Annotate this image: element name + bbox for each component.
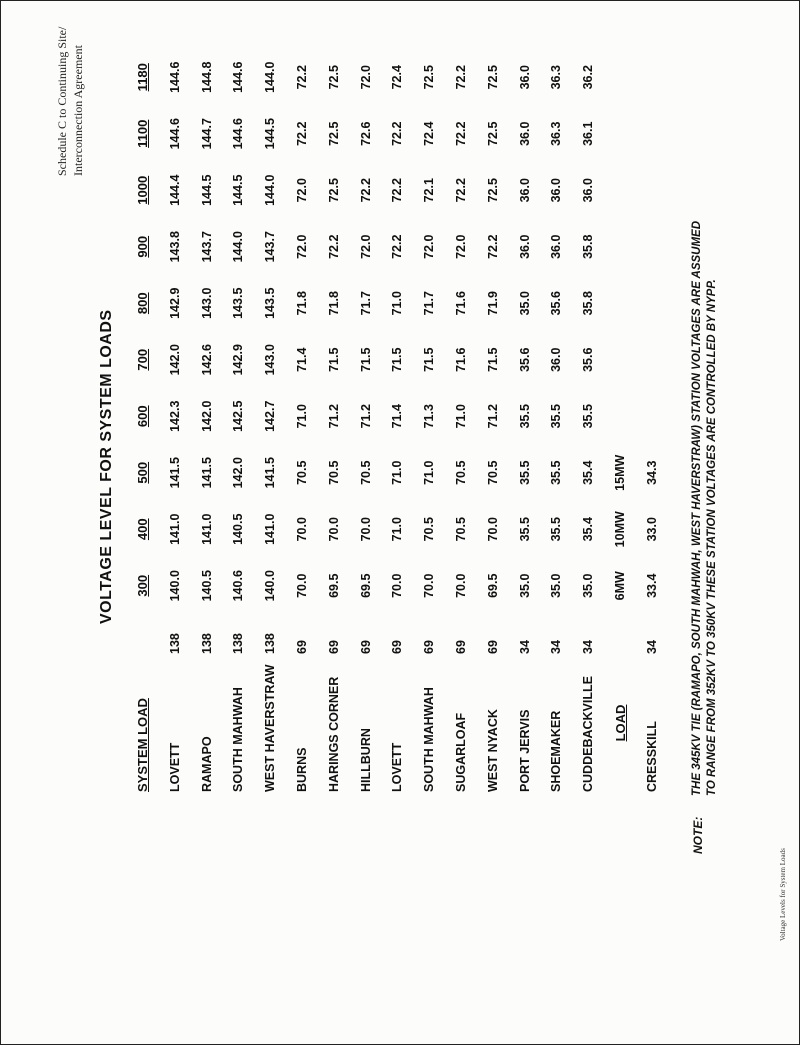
station-name: SUGARLOAF xyxy=(454,712,469,792)
voltage-cell: 142.9 xyxy=(167,287,182,319)
station-name: HARINGS CORNER xyxy=(326,676,341,792)
kv-rating: 34 xyxy=(517,640,532,654)
voltage-cell: 70.0 xyxy=(295,517,310,542)
station-name: LOVETT xyxy=(167,742,182,792)
voltage-cell: 35.8 xyxy=(581,234,596,259)
voltage-cell: 141.5 xyxy=(167,457,182,489)
table-row xyxy=(318,49,350,794)
voltage-cell: 144.5 xyxy=(231,174,246,206)
kv-rating: 69 xyxy=(295,640,310,654)
voltage-cell: 35.5 xyxy=(549,404,564,429)
voltage-cell: 70.5 xyxy=(485,460,500,485)
voltage-cell: 144.6 xyxy=(231,118,246,150)
voltage-cell: 71.0 xyxy=(295,404,310,429)
station-name: SOUTH MAHWAH xyxy=(231,687,246,792)
column-header: 900 xyxy=(134,235,150,258)
voltage-cell: 36.3 xyxy=(549,65,564,90)
voltage-cell: 142.9 xyxy=(231,344,246,376)
table-row xyxy=(254,49,286,794)
kv-rating: 69 xyxy=(485,640,500,654)
voltage-cell: 71.2 xyxy=(326,404,341,429)
table-row xyxy=(509,49,541,794)
voltage-cell: 72.2 xyxy=(295,65,310,90)
empty-cells xyxy=(636,49,668,445)
kv-rating: 34 xyxy=(549,640,564,654)
kv-rating: 69 xyxy=(326,640,341,654)
voltage-cell: 142.0 xyxy=(231,457,246,489)
load-row xyxy=(636,49,668,794)
voltage-cell: 144.0 xyxy=(263,174,278,206)
voltage-cell: 71.3 xyxy=(422,404,437,429)
voltage-cell: 72.5 xyxy=(485,65,500,90)
voltage-cell: 71.0 xyxy=(390,517,405,542)
voltage-cell: 143.5 xyxy=(231,287,246,319)
voltage-cell: 144.6 xyxy=(167,118,182,150)
voltage-cell: 35.6 xyxy=(581,347,596,372)
voltage-cell: 36.0 xyxy=(517,121,532,146)
voltage-cell: 72.2 xyxy=(390,178,405,203)
load-column-header: 15MW xyxy=(613,454,628,491)
voltage-cell: 35.5 xyxy=(517,404,532,429)
voltage-cell: 72.2 xyxy=(454,65,469,90)
voltage-cell: 71.6 xyxy=(454,291,469,316)
voltage-cell: 70.0 xyxy=(485,517,500,542)
voltage-cell: 70.0 xyxy=(454,573,469,598)
voltage-cell: 70.0 xyxy=(295,573,310,598)
voltage-cell: 71.7 xyxy=(358,291,373,316)
table-row xyxy=(350,49,382,794)
kv-rating: 138 xyxy=(231,633,246,654)
load-column-header: 6MW xyxy=(613,571,628,601)
voltage-cell: 70.5 xyxy=(454,517,469,542)
kv-rating: 138 xyxy=(199,633,214,654)
voltage-cell: 36.0 xyxy=(549,347,564,372)
voltage-cell: 71.6 xyxy=(454,347,469,372)
voltage-cell: 143.7 xyxy=(199,231,214,263)
footer-caption: Voltage Levels for System Loads xyxy=(779,848,787,941)
column-header: 600 xyxy=(134,405,150,428)
voltage-cell: 144.0 xyxy=(263,61,278,93)
voltage-cell: 35.5 xyxy=(517,517,532,542)
voltage-cell: 72.5 xyxy=(326,121,341,146)
kv-rating: 69 xyxy=(454,640,469,654)
voltage-cell: 71.2 xyxy=(485,404,500,429)
station-name: RAMAPO xyxy=(199,736,214,792)
voltage-cell: 71.9 xyxy=(485,291,500,316)
schedule-header-line-1: Schedule C to Continuing Site/ xyxy=(55,26,69,176)
voltage-cell: 71.0 xyxy=(390,291,405,316)
voltage-cell: 72.6 xyxy=(358,121,373,146)
voltage-cell: 72.5 xyxy=(326,178,341,203)
voltage-cell: 71.0 xyxy=(422,460,437,485)
voltage-cell: 141.0 xyxy=(167,513,182,545)
kv-rating: 69 xyxy=(358,640,373,654)
voltage-cell: 36.1 xyxy=(581,121,596,146)
voltage-cell: 69.5 xyxy=(358,573,373,598)
voltage-cell: 35.0 xyxy=(517,291,532,316)
voltage-cell: 35.0 xyxy=(581,573,596,598)
voltage-cell: 71.4 xyxy=(390,404,405,429)
kv-rating: 138 xyxy=(167,633,182,654)
voltage-cell: 140.5 xyxy=(199,570,214,602)
voltage-cell: 71.5 xyxy=(422,347,437,372)
voltage-cell: 72.0 xyxy=(295,234,310,259)
voltage-cell: 70.0 xyxy=(390,573,405,598)
schedule-header-line-2: Interconnection Agreement xyxy=(71,45,85,176)
voltage-cell: 36.3 xyxy=(549,121,564,146)
station-name: BURNS xyxy=(295,747,310,792)
voltage-cell: 143.0 xyxy=(263,344,278,376)
voltage-cell: 35.0 xyxy=(549,573,564,598)
voltage-cell: 70.5 xyxy=(454,460,469,485)
main-table-body xyxy=(159,49,604,794)
table-row xyxy=(445,49,477,794)
station-name: WEST NYACK xyxy=(485,709,500,792)
note-label: NOTE: xyxy=(691,816,705,854)
voltage-cell: 141.0 xyxy=(263,513,278,545)
voltage-cell: 142.6 xyxy=(199,344,214,376)
voltage-cell: 36.0 xyxy=(581,178,596,203)
voltage-cell: 143.8 xyxy=(167,231,182,263)
voltage-cell: 72.2 xyxy=(485,234,500,259)
voltage-cell: 142.0 xyxy=(167,344,182,376)
voltage-cell: 142.5 xyxy=(231,400,246,432)
voltage-cell: 35.4 xyxy=(581,517,596,542)
voltage-cell: 142.7 xyxy=(263,400,278,432)
voltage-table xyxy=(125,49,668,794)
voltage-cell: 71.2 xyxy=(358,404,373,429)
voltage-cell: 144.0 xyxy=(231,231,246,263)
rotated-sheet xyxy=(1,1,799,1044)
kv-spacer xyxy=(604,614,636,654)
kv-rating: 69 xyxy=(390,640,405,654)
table-row xyxy=(413,49,445,794)
column-header: 1100 xyxy=(134,119,150,148)
voltage-cell: 72.4 xyxy=(390,65,405,90)
voltage-cell: 72.2 xyxy=(454,178,469,203)
voltage-cell: 35.8 xyxy=(581,291,596,316)
voltage-cell: 72.0 xyxy=(358,234,373,259)
kv-header-spacer xyxy=(125,614,159,654)
voltage-cell: 72.2 xyxy=(454,121,469,146)
table-row xyxy=(223,49,255,794)
voltage-cell: 71.8 xyxy=(326,291,341,316)
voltage-cell: 70.5 xyxy=(295,460,310,485)
voltage-cell: 144.7 xyxy=(199,118,214,150)
voltage-cell: 70.0 xyxy=(422,573,437,598)
note-text-line-2: TO RANGE FROM 352KV TO 350KV THESE STATION VOLTAGES ARE CONTROLLED BY NYPP. xyxy=(706,279,718,796)
voltage-cell: 36.0 xyxy=(517,65,532,90)
table-row xyxy=(572,49,604,794)
column-header: 500 xyxy=(134,461,150,484)
voltage-cell: 72.0 xyxy=(295,178,310,203)
table-row xyxy=(159,49,191,794)
voltage-cell: 141.5 xyxy=(263,457,278,489)
voltage-cell: 72.2 xyxy=(390,121,405,146)
voltage-cell: 71.0 xyxy=(454,404,469,429)
voltage-cell: 143.7 xyxy=(263,231,278,263)
voltage-cell: 140.0 xyxy=(167,570,182,602)
voltage-cell: 140.6 xyxy=(231,570,246,602)
kv-rating: 34 xyxy=(644,640,659,654)
voltage-cell: 72.2 xyxy=(326,234,341,259)
voltage-cell: 144.4 xyxy=(167,174,182,206)
voltage-cell: 141.5 xyxy=(199,457,214,489)
station-name: WEST HAVERSTRAW xyxy=(263,664,278,792)
voltage-cell: 142.3 xyxy=(167,400,182,432)
voltage-cell: 70.0 xyxy=(326,517,341,542)
voltage-cell: 35.5 xyxy=(581,404,596,429)
column-header: 800 xyxy=(134,292,150,315)
voltage-cell: 140.0 xyxy=(263,570,278,602)
voltage-cell: 72.5 xyxy=(422,65,437,90)
voltage-cell: 72.2 xyxy=(358,178,373,203)
station-name: CRESSKILL xyxy=(644,721,659,792)
station-name: SOUTH MAHWAH xyxy=(422,687,437,792)
voltage-cell: 36.0 xyxy=(517,234,532,259)
voltage-cell: 72.5 xyxy=(485,178,500,203)
voltage-cell: 35.6 xyxy=(549,291,564,316)
voltage-cell: 70.5 xyxy=(422,517,437,542)
voltage-cell: 69.5 xyxy=(485,573,500,598)
voltage-cell: 144.5 xyxy=(199,174,214,206)
voltage-cell: 36.0 xyxy=(517,178,532,203)
table-row xyxy=(191,49,223,794)
kv-rating: 138 xyxy=(263,633,278,654)
table-row xyxy=(382,49,414,794)
empty-cells xyxy=(604,49,636,445)
column-header: 700 xyxy=(134,348,150,371)
kv-rating: 69 xyxy=(422,640,437,654)
voltage-cell: 35.6 xyxy=(517,347,532,372)
voltage-cell: 35.5 xyxy=(549,517,564,542)
voltage-cell: 33.0 xyxy=(644,517,659,542)
column-header: 400 xyxy=(134,518,150,541)
voltage-cell: 71.8 xyxy=(295,291,310,316)
voltage-cell: 72.5 xyxy=(326,65,341,90)
table-row xyxy=(286,49,318,794)
voltage-cell: 36.2 xyxy=(581,65,596,90)
voltage-cell: 69.5 xyxy=(326,573,341,598)
station-name: HILLBURN xyxy=(358,728,373,792)
voltage-cell: 35.0 xyxy=(517,573,532,598)
column-header: 300 xyxy=(134,574,150,597)
voltage-cell: 70.5 xyxy=(358,460,373,485)
voltage-cell: 71.5 xyxy=(358,347,373,372)
load-header-row xyxy=(604,49,636,794)
kv-rating: 34 xyxy=(581,640,596,654)
voltage-cell: 36.0 xyxy=(549,178,564,203)
voltage-cell: 71.7 xyxy=(422,291,437,316)
voltage-cell: 71.5 xyxy=(326,347,341,372)
voltage-cell: 71.5 xyxy=(485,347,500,372)
table-row xyxy=(477,49,509,794)
note-text-line-1: THE 345KV TIE (RAMAPO, SOUTH MAHWAH, WEST HAVERSTRAW) STATION VOLTAGES ARE ASSUMED xyxy=(691,220,703,796)
voltage-cell: 142.0 xyxy=(199,400,214,432)
voltage-cell: 71.4 xyxy=(295,347,310,372)
voltage-cell: 34.3 xyxy=(644,460,659,485)
voltage-cell: 143.0 xyxy=(199,287,214,319)
system-load-header: SYSTEM LOAD xyxy=(134,698,150,792)
voltage-cell: 141.0 xyxy=(199,513,214,545)
load-header: LOAD xyxy=(612,704,628,742)
voltage-cell: 72.2 xyxy=(295,121,310,146)
document-title: VOLTAGE LEVEL FOR SYSTEM LOADS xyxy=(98,309,115,624)
station-name: LOVETT xyxy=(390,742,405,792)
voltage-cell: 144.5 xyxy=(263,118,278,150)
voltage-cell: 144.6 xyxy=(167,61,182,93)
station-name: SHOEMAKER xyxy=(549,710,564,792)
voltage-cell: 35.5 xyxy=(517,460,532,485)
voltage-cell: 72.2 xyxy=(390,234,405,259)
voltage-cell: 71.0 xyxy=(390,460,405,485)
voltage-cell: 70.5 xyxy=(326,460,341,485)
voltage-cell: 72.1 xyxy=(422,178,437,203)
voltage-cell: 72.0 xyxy=(358,65,373,90)
voltage-cell: 35.5 xyxy=(549,460,564,485)
voltage-cell: 140.5 xyxy=(231,513,246,545)
voltage-cell: 70.0 xyxy=(358,517,373,542)
station-name: PORT JERVIS xyxy=(517,709,532,792)
voltage-cell: 72.4 xyxy=(422,121,437,146)
voltage-cell: 33.4 xyxy=(644,573,659,598)
column-header-row xyxy=(125,49,159,794)
table-row xyxy=(541,49,573,794)
voltage-cell: 35.4 xyxy=(581,460,596,485)
station-name: CUDDEBACKVILLE xyxy=(581,676,596,792)
load-column-header: 10MW xyxy=(613,511,628,548)
voltage-cell: 36.0 xyxy=(549,234,564,259)
voltage-cell: 144.8 xyxy=(199,61,214,93)
voltage-cell: 72.5 xyxy=(485,121,500,146)
load-table-body xyxy=(604,49,668,794)
voltage-cell: 143.5 xyxy=(263,287,278,319)
column-header: 1180 xyxy=(134,63,150,92)
voltage-cell: 72.0 xyxy=(454,234,469,259)
column-header: 1000 xyxy=(134,175,150,205)
voltage-cell: 72.0 xyxy=(422,234,437,259)
voltage-cell: 71.5 xyxy=(390,347,405,372)
voltage-cell: 144.6 xyxy=(231,61,246,93)
